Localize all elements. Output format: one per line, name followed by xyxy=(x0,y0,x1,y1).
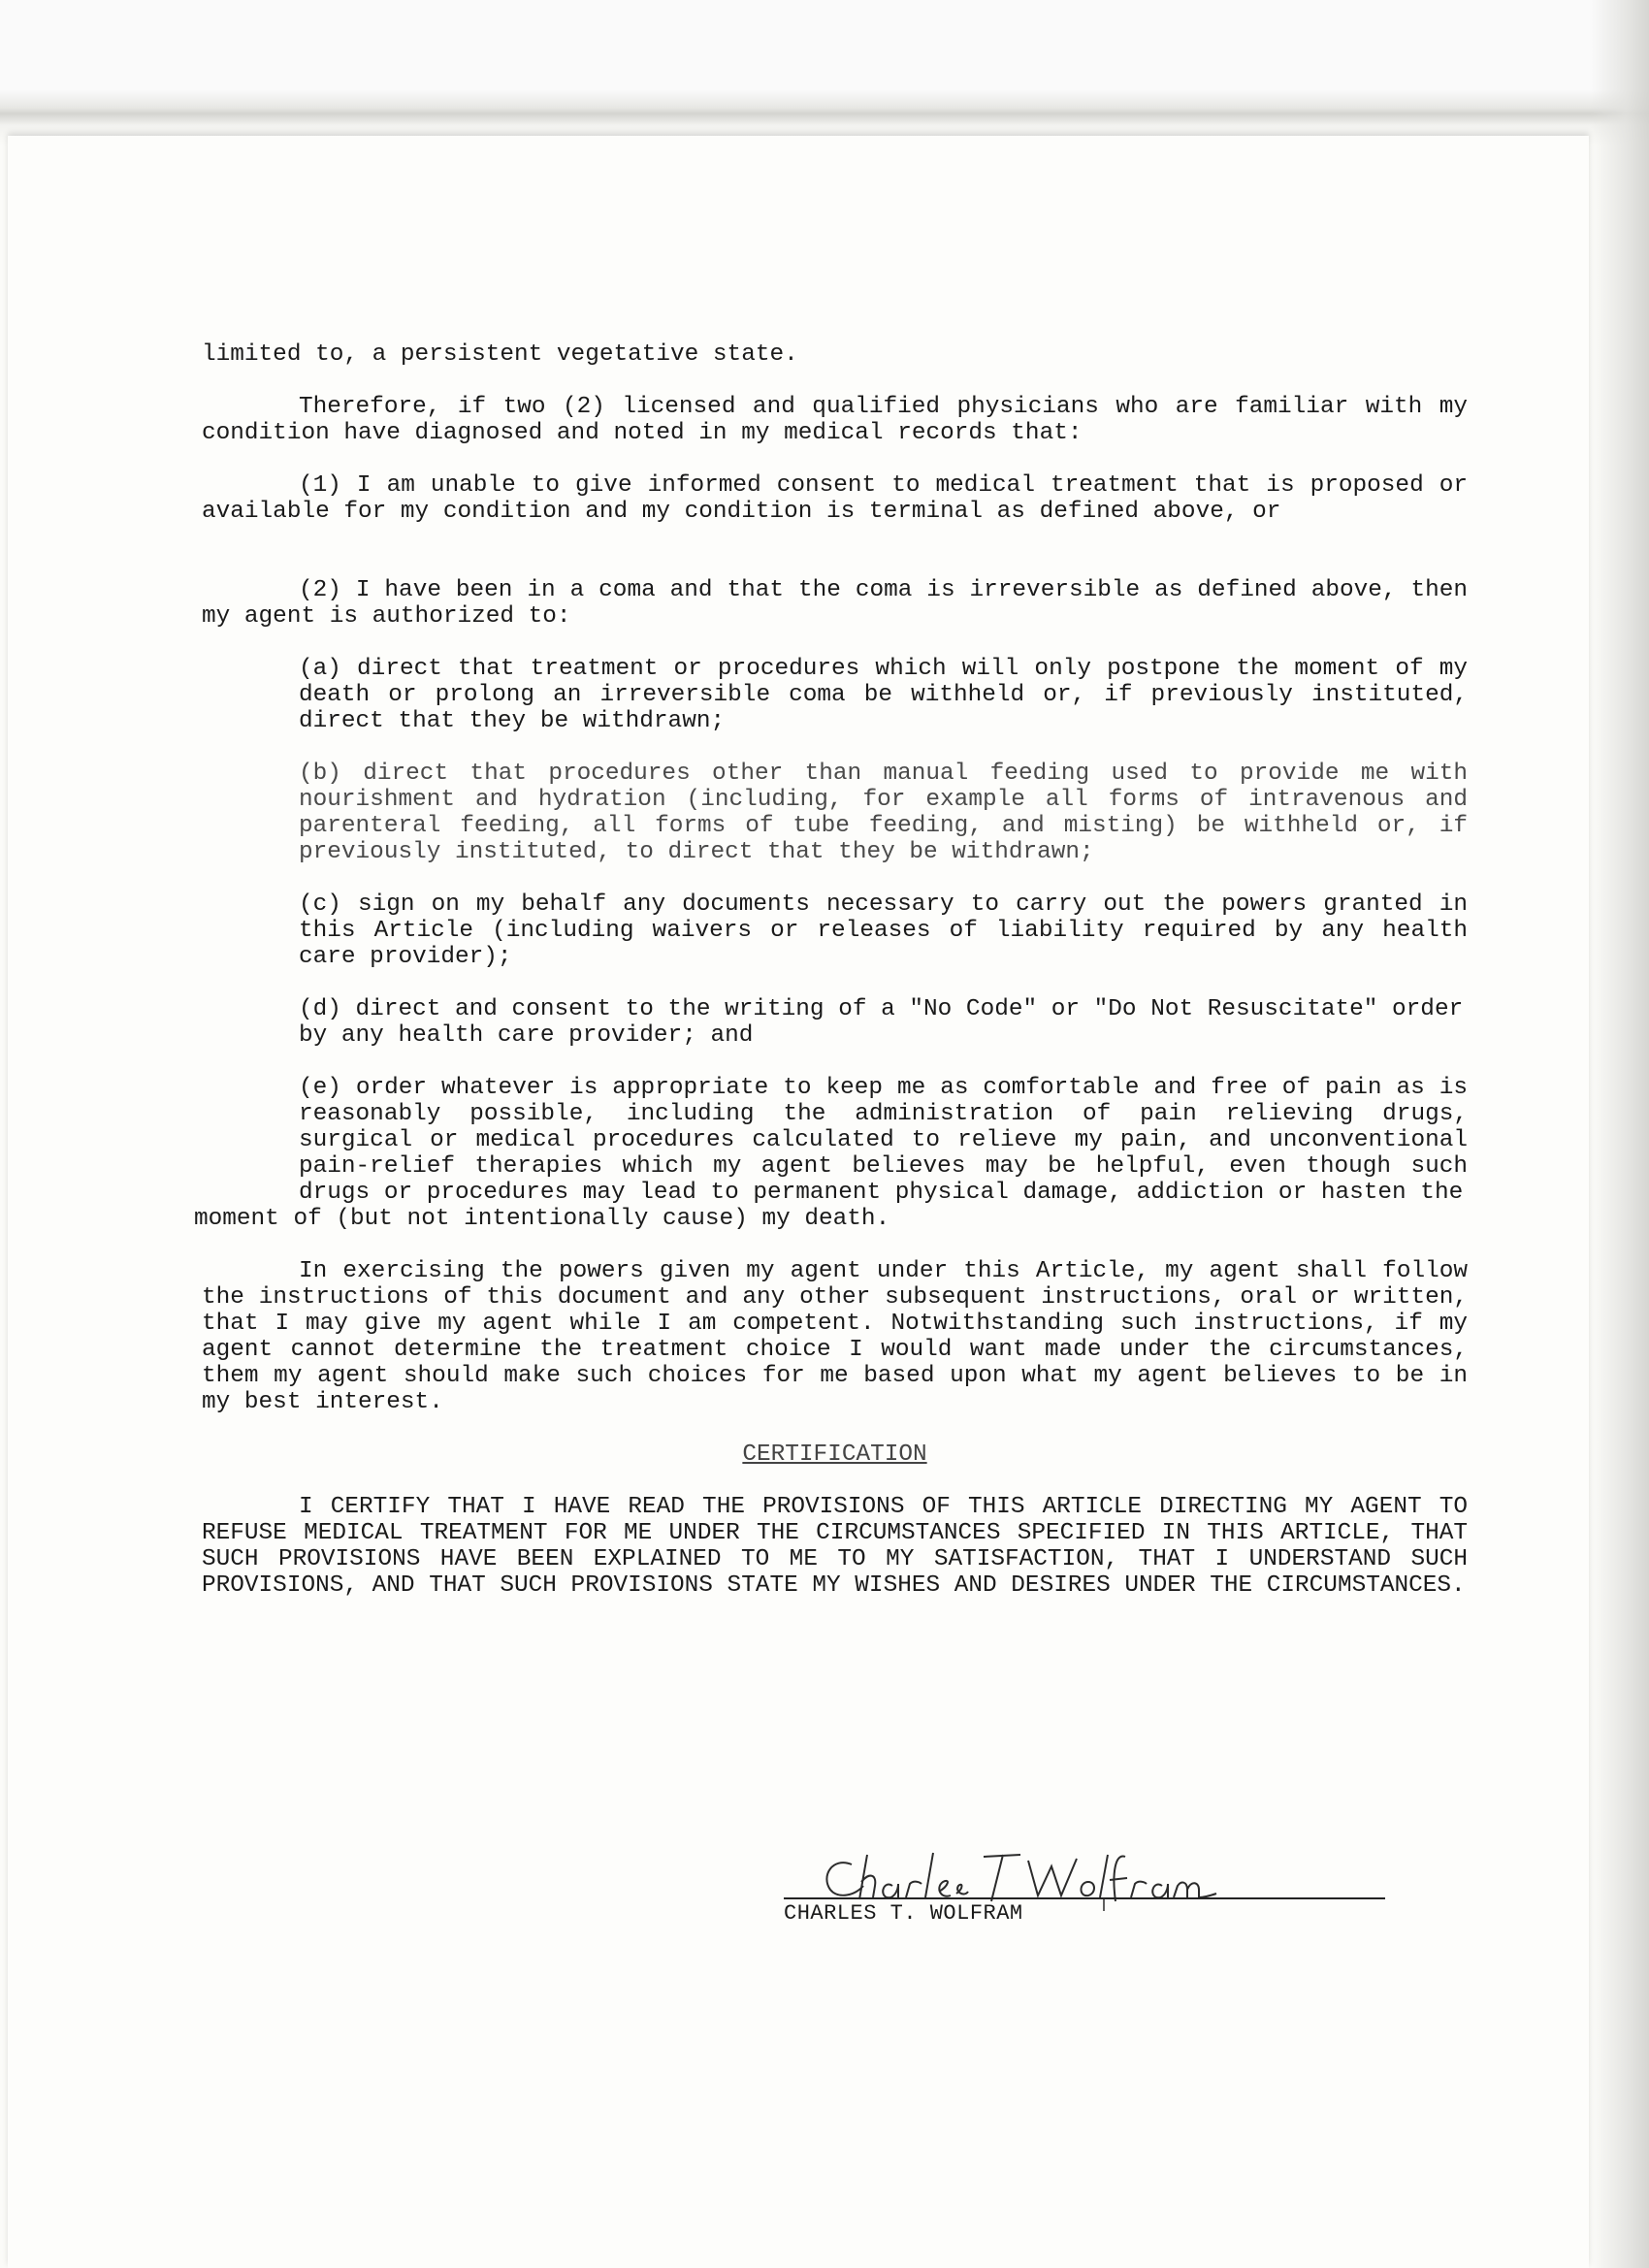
certification-text: I CERTIFY THAT I HAVE READ THE PROVISIONS OF THIS ARTICLE DIRECTING MY AGENT TO REFUSE MEDICAL TREATMENT FOR ME UNDER THE CIRCUMSTANCES SPECIFIED IN THIS ARTICLE, THAT SUCH PROVISIONS HAVE BEEN EXPLAINED TO ME TO MY SATISFACTION, THAT I UNDERSTAND SUCH PROVISIONS, AND THAT SUCH PROVISIONS STATE MY WISHES AND DESIRES UNDER THE CIRCUMSTANCES. xyxy=(202,1494,1468,1599)
therefore-paragraph: Therefore, if two (2) licensed and qualified physicians who are familiar with my condition have diagnosed and noted in my medical records that: xyxy=(202,394,1468,446)
power-c: (c) sign on my behalf any documents necessary to carry out the powers granted in this Article (including waivers or releases of liability required by any health care provider); xyxy=(299,891,1468,970)
condition-1: (1) I am unable to give informed consent to medical treatment that is proposed or available for my condition and my condition is terminal as defined above, or xyxy=(202,472,1468,525)
scan-top-shadow xyxy=(0,0,1649,146)
power-b: (b) direct that procedures other than manual feeding used to provide me with nourishment and hydration (including, for example all forms of intravenous and parenteral feeding, all forms of tube feeding, and misting) be withheld or, if previously instituted, to direct that they be withdrawn; xyxy=(299,761,1468,865)
lead-line: limited to, a persistent vegetative state. xyxy=(202,341,798,368)
signatory-name: CHARLES T. WOLFRAM xyxy=(784,1901,1023,1926)
power-e-tail: moment of (but not intentionally cause) my death. xyxy=(194,1206,890,1232)
power-d: (d) direct and consent to the writing of a "No Code" or "Do Not Resuscitate" order by any health care provider; and xyxy=(299,996,1464,1049)
power-a: (a) direct that treatment or procedures which will only postpone the moment of my death or prolong an irreversible coma be withheld or, if previously instituted, direct that they be withdrawn; xyxy=(299,656,1468,734)
scan-right-shadow xyxy=(1591,0,1649,2268)
certification-heading: CERTIFICATION xyxy=(742,1442,927,1468)
condition-2: (2) I have been in a coma and that the coma is irreversible as defined above, then my agent is authorized to: xyxy=(202,577,1468,630)
exercising-paragraph: In exercising the powers given my agent under this Article, my agent shall follow the instructions of this document and any other subsequent instructions, oral or written, that I may give my agent while I am competent. Notwithstanding such instructions, if my agent cannot determine the treatment choice I would want made under the circumstances, them my agent should make such choices for me based upon what my agent believes to be in my best interest. xyxy=(202,1258,1468,1415)
power-e: (e) order whatever is appropriate to keep me as comfortable and free of pain as is reasonably possible, including the administration of pain relieving drugs, surgical or medical procedures calculated to relieve my pain, and unconventional pain-relief therapies which my agent believes may be helpful, even though such drugs or procedures may lead to permanent physical damage, addiction or hasten the xyxy=(299,1075,1468,1206)
document-body xyxy=(194,341,1468,1599)
signature-block xyxy=(784,1843,1385,1930)
signature-line xyxy=(784,1897,1385,1899)
